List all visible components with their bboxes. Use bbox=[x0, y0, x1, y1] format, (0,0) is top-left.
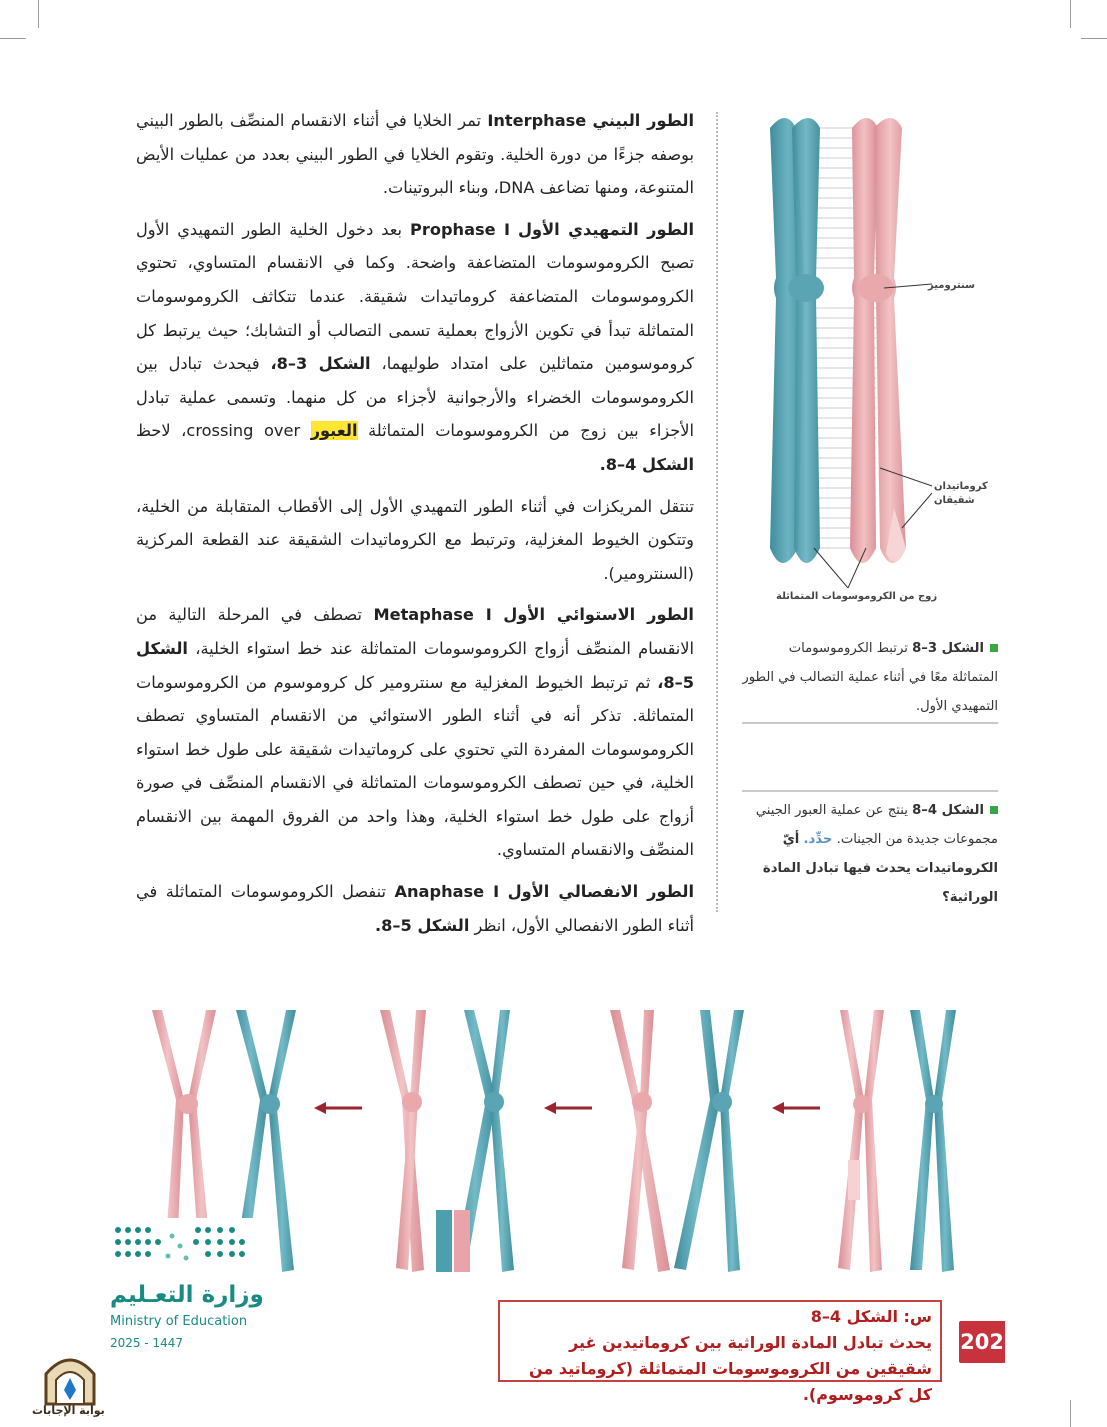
answer-title: س: الشكل 4–8 bbox=[810, 1307, 932, 1326]
stage-2 bbox=[610, 1010, 744, 1272]
term-anaphase: الطور الانفصالي الأول bbox=[507, 882, 694, 902]
paragraph-anaphase bbox=[136, 875, 694, 942]
stage-1 bbox=[836, 1005, 956, 1275]
caption-hint-word: حدِّد. bbox=[803, 832, 833, 847]
figure-reference: الشكل 5–8، bbox=[136, 638, 694, 692]
term-interphase: الطور البيني bbox=[592, 111, 694, 130]
figure-reference: الشكل 4–8. bbox=[599, 454, 694, 474]
paragraph-text: ، لاحظ bbox=[136, 421, 187, 441]
ministry-name-ar: وزارة التعـليم bbox=[110, 1282, 264, 1308]
caption-rule bbox=[742, 722, 998, 724]
answer-text: يحدث تبادل المادة الوراثية بين كروماتيدين غير شقيقين من الكروموسومات المتماثلة (كروماتيد من كل كروموسوم). bbox=[528, 1333, 932, 1404]
paragraph-interphase bbox=[136, 104, 694, 205]
caption-bullet-icon bbox=[990, 644, 998, 652]
crop-mark-left-top bbox=[0, 38, 26, 39]
paragraph-centrioles bbox=[136, 490, 694, 591]
stage-3 bbox=[380, 1010, 514, 1272]
caption-figure-ref: الشكل 4–8 bbox=[912, 803, 984, 818]
answer-box bbox=[498, 1300, 942, 1404]
term-prophase: الطور التمهيدي الأول bbox=[518, 219, 695, 239]
paragraph-metaphase bbox=[136, 598, 694, 867]
term-metaphase-en: Metaphase I bbox=[373, 605, 492, 625]
caption-text: ينتج عن عملية العبور الجيني مجموعات جديدة من الجينات. bbox=[755, 803, 998, 847]
watermark-text: بوابة الإجابات bbox=[32, 1404, 105, 1417]
label-sister-chromatids-1: كروماتيدان bbox=[934, 481, 988, 492]
term-anaphase-en: Anaphase I bbox=[394, 882, 500, 902]
highlighted-term-crossing-over: العبور bbox=[310, 421, 358, 441]
paragraph-prophase bbox=[136, 213, 694, 482]
label-sister-chromatids-2: شقيقان bbox=[934, 495, 975, 506]
main-text-column bbox=[136, 104, 694, 950]
ministry-name-en: Ministry of Education bbox=[110, 1314, 248, 1329]
paragraph-text: تنفصل الكروموسومات المتماثلة في أثناء الطور الانفصالي الأول، انظر bbox=[136, 882, 694, 935]
arrow-icon bbox=[772, 1102, 820, 1114]
figure-reference: الشكل 5–8. bbox=[374, 915, 470, 935]
caption-text: ترتبط الكروموسومات المتماثلة معًا في أثناء عملية التصالب في الطور التمهيدي الأول. bbox=[742, 641, 998, 714]
paragraph-text: تصطف في المرحلة التالية من الانقسام المنصِّف أزواج الكروموسومات المتماثلة عند خط استواء الخلية، bbox=[136, 605, 694, 658]
term-crossing-over-en: crossing over bbox=[186, 421, 301, 441]
crop-mark-top-right bbox=[1070, 0, 1071, 28]
caption-figure-ref: الشكل 3–8 bbox=[912, 641, 984, 656]
figure-4-8-crossing-over-illustration bbox=[140, 1000, 1020, 1290]
paragraph-text: تنتقل المريكزات في أثناء الطور التمهيدي الأول إلى الأقطاب المتقابلة من الخلية، وتتكون الخيوط المغزلية، وترتبط مع الكروماتيدات الشقيقة عند القطعة المركزية (السنترومير). bbox=[136, 496, 694, 583]
term-metaphase: الطور الاستوائي الأول bbox=[503, 605, 694, 625]
figure-3-8-tetrad-illustration bbox=[756, 108, 936, 588]
arrow-icon bbox=[544, 1102, 592, 1114]
arrow-icon bbox=[314, 1102, 362, 1114]
caption-bullet-icon bbox=[990, 806, 998, 814]
label-centromere: سنترومير bbox=[928, 280, 975, 291]
page-number: 202 bbox=[959, 1321, 1005, 1363]
term-prophase-en: Prophase I bbox=[409, 219, 511, 239]
label-homologous-pair: زوج من الكروموسومات المتماثلة bbox=[776, 591, 938, 602]
column-divider bbox=[716, 112, 718, 912]
crop-mark-top-left bbox=[38, 0, 39, 28]
figure-reference: الشكل 3–8، bbox=[270, 354, 371, 374]
paragraph-text: ثم ترتبط الخيوط المغزلية مع سنترومير كل كروموسوم من الكروموسومات المتماثلة. تذكر أنه في أثناء الطور الاستوائي من الانقسام المتساوي تصطف الكروموسومات المفردة التي تحتوي على كروماتيدات شقيقة على طول خط استواء الخلية، في حين تصطف الكروموسومات المتماثلة في الانقسام المنصِّف في صورة أزواج على طول خط استواء الخلية، وهذا واحد من الفروق المهمة بين الانقسام المنصِّف والانقسام المتساوي. bbox=[136, 672, 694, 860]
term-interphase-en: Interphase bbox=[487, 111, 587, 130]
caption-question: أيّ الكروماتيدات يحدث فيها تبادل المادة الوراثية؟ bbox=[762, 832, 998, 905]
figure-3-8-caption bbox=[742, 634, 998, 721]
figure-4-8-caption bbox=[742, 796, 998, 912]
paragraph-text: تمر الخلايا في أثناء الانقسام المنصِّف بالطور البيني بوصفه جزءًا من دورة الخلية. وتقوم الخلايا في الطور البيني بعدد من عمليات الأيض المتنوعة، ومنها تضاعف DNA، وبناء البروتينات. bbox=[136, 111, 694, 198]
ministry-logo-dots-icon bbox=[112, 1222, 252, 1268]
caption-rule bbox=[742, 790, 998, 792]
crop-mark-right-top bbox=[1081, 38, 1107, 39]
ministry-year: 2025 - 1447 bbox=[110, 1336, 184, 1350]
paragraph-text: بعد دخول الخلية الطور التمهيدي الأول تصبح الكروموسومات المتضاعفة واضحة. وكما في الانقسام المتساوي، تحتوي الكروموسومات المتضاعفة كروماتيدات شقيقة. عندما تتكاثف الكروموسومات المتماثلة تبدأ في تكوين الأزواج بعملية تسمى التصالب أو التشابك؛ حيث يرتبط كل كروموسومين متماثلين على امتداد طوليهما، bbox=[136, 219, 694, 374]
crop-mark-bottom-right bbox=[1070, 1400, 1071, 1427]
paragraph-text: فيحدث تبادل بين الكروموسومات الخضراء والأرجوانية لأجزاء من كل منهما. وتسمى عملية تبادل الأجزاء بين زوج من الكروموسومات المتماثلة bbox=[136, 354, 694, 441]
